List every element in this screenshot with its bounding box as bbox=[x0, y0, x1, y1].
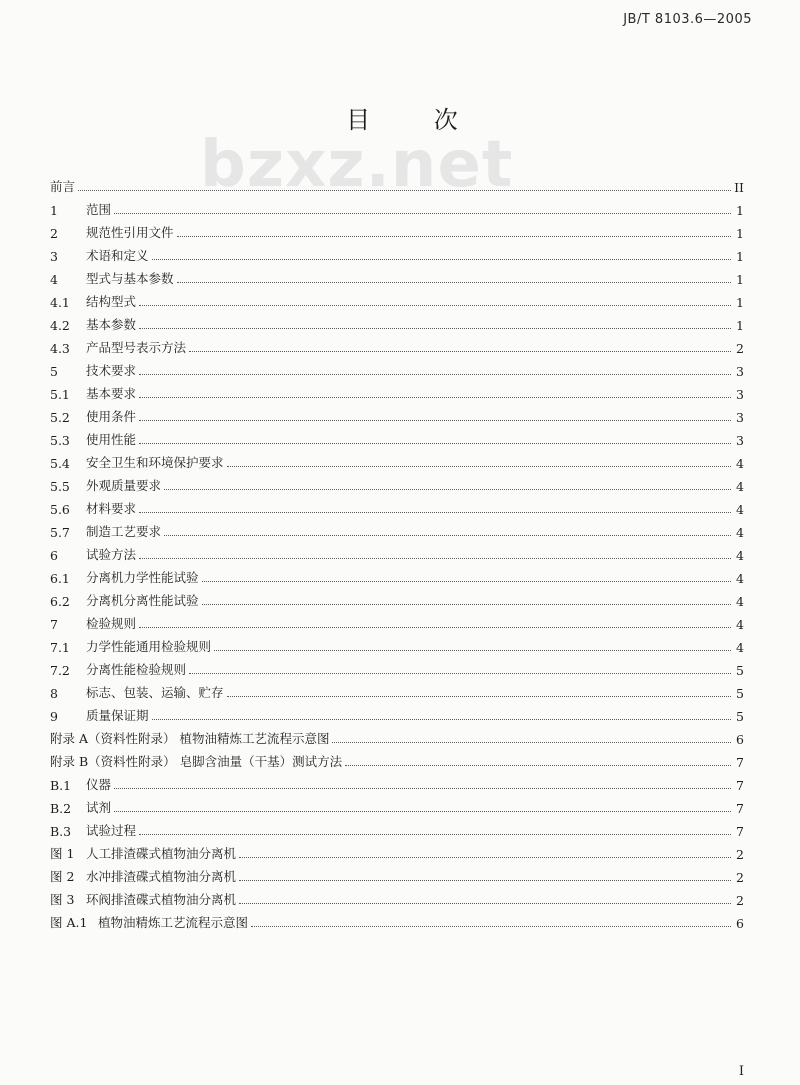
toc-entry-title: 型式与基本参数 bbox=[86, 271, 174, 286]
toc-entry-title: 分离机分离性能试验 bbox=[86, 593, 199, 608]
toc-entry-title: 范围 bbox=[86, 202, 112, 217]
toc-entry-title: 人工排渣碟式植物油分离机 bbox=[86, 846, 237, 861]
toc-entry[interactable] bbox=[50, 264, 744, 287]
toc-entry-number: 1 bbox=[50, 203, 58, 218]
dot-leader bbox=[114, 213, 731, 214]
dot-leader bbox=[152, 259, 731, 260]
toc-entry-page: 2 bbox=[736, 893, 744, 908]
toc-entry-title: 产品型号表示方法 bbox=[86, 340, 187, 355]
dot-leader bbox=[139, 397, 731, 398]
watermark: bzxz.net bbox=[200, 128, 514, 202]
toc-entry-number: 图 1 bbox=[50, 846, 75, 861]
toc-entry-number: 图 3 bbox=[50, 892, 75, 907]
toc-entry-title: 制造工艺要求 bbox=[86, 524, 162, 539]
dot-leader bbox=[152, 719, 731, 720]
dot-leader bbox=[345, 765, 731, 766]
dot-leader bbox=[139, 374, 731, 375]
toc-entry-title: 分离性能检验规则 bbox=[86, 662, 187, 677]
toc-entry-page: 1 bbox=[736, 272, 744, 287]
toc-entry-number: 4 bbox=[50, 272, 58, 287]
toc-entry-page: 4 bbox=[736, 479, 744, 494]
toc-entry-page: 4 bbox=[736, 525, 744, 540]
toc-entry[interactable] bbox=[50, 540, 744, 563]
toc-entry-number: 3 bbox=[50, 249, 58, 264]
toc-entry-number: 图 2 bbox=[50, 869, 75, 884]
toc-entry-title: 技术要求 bbox=[86, 363, 137, 378]
toc-entry-page: 5 bbox=[736, 686, 744, 701]
dot-leader bbox=[78, 190, 731, 191]
page-number: I bbox=[738, 1064, 744, 1079]
toc-entry[interactable] bbox=[50, 793, 744, 816]
toc-entry[interactable] bbox=[50, 862, 744, 885]
toc-entry-number: 图 A.1 bbox=[50, 915, 88, 930]
toc-entry[interactable] bbox=[50, 885, 744, 908]
toc-entry-title: 检验规则 bbox=[86, 616, 137, 631]
dot-leader bbox=[239, 880, 731, 881]
toc-entry[interactable] bbox=[50, 195, 744, 218]
toc-entry-title: 附录 A（资料性附录） 植物油精炼工艺流程示意图 bbox=[50, 731, 330, 746]
toc-entry-title: 质量保证期 bbox=[86, 708, 149, 723]
toc-entry[interactable] bbox=[50, 816, 744, 839]
toc-entry-title: 外观质量要求 bbox=[86, 478, 162, 493]
toc-entry-number: 5.7 bbox=[50, 525, 70, 540]
dot-leader bbox=[251, 926, 731, 927]
toc-entry-number: 6 bbox=[50, 548, 58, 563]
toc-entry-number: 6.2 bbox=[50, 594, 70, 609]
toc-entry-page: 4 bbox=[736, 594, 744, 609]
toc-entry-page: 5 bbox=[736, 663, 744, 678]
toc-entry-number: 9 bbox=[50, 709, 58, 724]
toc-entry-page: 4 bbox=[736, 617, 744, 632]
dot-leader bbox=[139, 834, 731, 835]
toc-entry[interactable] bbox=[50, 655, 744, 678]
toc-entry-title: 基本参数 bbox=[86, 317, 137, 332]
toc-entry-number: 5.3 bbox=[50, 433, 70, 448]
toc-entry-page: 7 bbox=[736, 778, 744, 793]
toc-entry-number: B.2 bbox=[50, 801, 72, 816]
toc-entry-page: 1 bbox=[736, 226, 744, 241]
toc-entry-page: 6 bbox=[736, 916, 744, 931]
toc-entry[interactable] bbox=[50, 908, 744, 931]
toc-entry[interactable] bbox=[50, 379, 744, 402]
toc-entry-number: 6.1 bbox=[50, 571, 70, 586]
toc-entry-title: 试剂 bbox=[86, 800, 112, 815]
toc-entry-page: 4 bbox=[736, 640, 744, 655]
toc-entry-page: 2 bbox=[736, 870, 744, 885]
toc-entry-page: 3 bbox=[736, 387, 744, 402]
toc-entry-title: 分离机力学性能试验 bbox=[86, 570, 199, 585]
toc-entry[interactable] bbox=[50, 310, 744, 333]
toc-entry-title: 试验过程 bbox=[86, 823, 137, 838]
toc-entry[interactable] bbox=[50, 586, 744, 609]
toc-entry-title: 标志、包装、运输、贮存 bbox=[86, 685, 224, 700]
toc-entry-title: 环阀排渣碟式植物油分离机 bbox=[86, 892, 237, 907]
toc-entry[interactable] bbox=[50, 839, 744, 862]
toc-entry[interactable] bbox=[50, 471, 744, 494]
toc-entry[interactable] bbox=[50, 241, 744, 264]
dot-leader bbox=[189, 351, 731, 352]
toc-entry-title: 植物油精炼工艺流程示意图 bbox=[98, 915, 249, 930]
toc-entry-title: 安全卫生和环境保护要求 bbox=[86, 455, 224, 470]
standard-code: JB/T 8103.6—2005 bbox=[623, 12, 752, 27]
toc-entry[interactable] bbox=[50, 678, 744, 701]
table-of-contents bbox=[50, 172, 744, 931]
toc-entry-title: 使用性能 bbox=[86, 432, 137, 447]
toc-entry-number: 5.6 bbox=[50, 502, 70, 517]
toc-entry-number: 8 bbox=[50, 686, 58, 701]
toc-entry-page: 6 bbox=[736, 732, 744, 747]
toc-entry[interactable] bbox=[50, 172, 744, 195]
dot-leader bbox=[177, 282, 731, 283]
toc-entry-page: 1 bbox=[736, 295, 744, 310]
toc-entry-page: 2 bbox=[736, 847, 744, 862]
toc-entry-title: 材料要求 bbox=[86, 501, 137, 516]
toc-entry-page: 7 bbox=[736, 824, 744, 839]
dot-leader bbox=[177, 236, 731, 237]
dot-leader bbox=[139, 443, 731, 444]
toc-entry-title: 术语和定义 bbox=[86, 248, 149, 263]
toc-entry-page: 7 bbox=[736, 801, 744, 816]
toc-entry[interactable] bbox=[50, 770, 744, 793]
toc-entry-number: 5.5 bbox=[50, 479, 70, 494]
toc-entry-number: 7 bbox=[50, 617, 58, 632]
toc-entry-number: 4.3 bbox=[50, 341, 70, 356]
toc-entry[interactable] bbox=[50, 517, 744, 540]
toc-entry-page: II bbox=[734, 180, 744, 195]
toc-entry-title: 规范性引用文件 bbox=[86, 225, 174, 240]
toc-entry-number: B.1 bbox=[50, 778, 72, 793]
toc-entry-number: 5.4 bbox=[50, 456, 70, 471]
dot-leader bbox=[114, 788, 731, 789]
toc-entry-page: 3 bbox=[736, 364, 744, 379]
dot-leader bbox=[164, 535, 731, 536]
toc-entry[interactable] bbox=[50, 563, 744, 586]
dot-leader bbox=[139, 512, 731, 513]
toc-entry[interactable] bbox=[50, 747, 744, 770]
toc-entry[interactable] bbox=[50, 448, 744, 471]
toc-entry-title: 力学性能通用检验规则 bbox=[86, 639, 212, 654]
dot-leader bbox=[239, 857, 731, 858]
toc-entry-title: 基本要求 bbox=[86, 386, 137, 401]
dot-leader bbox=[139, 328, 731, 329]
dot-leader bbox=[139, 305, 731, 306]
dot-leader bbox=[189, 673, 731, 674]
toc-entry-page: 5 bbox=[736, 709, 744, 724]
toc-entry-number: 7.1 bbox=[50, 640, 70, 655]
toc-entry[interactable] bbox=[50, 333, 744, 356]
toc-entry[interactable] bbox=[50, 609, 744, 632]
toc-entry-title: 结构型式 bbox=[86, 294, 137, 309]
dot-leader bbox=[227, 466, 731, 467]
dot-leader bbox=[114, 811, 731, 812]
dot-leader bbox=[227, 696, 731, 697]
toc-entry-title: 附录 B（资料性附录） 皂脚含油量（干基）测试方法 bbox=[50, 754, 343, 769]
toc-entry-page: 7 bbox=[736, 755, 744, 770]
toc-entry-number: 2 bbox=[50, 226, 58, 241]
toc-entry-title: 水冲排渣碟式植物油分离机 bbox=[86, 869, 237, 884]
toc-entry-page: 1 bbox=[736, 249, 744, 264]
toc-entry[interactable] bbox=[50, 494, 744, 517]
toc-entry[interactable] bbox=[50, 632, 744, 655]
toc-entry-page: 4 bbox=[736, 502, 744, 517]
toc-entry-page: 4 bbox=[736, 548, 744, 563]
toc-entry-number: 5 bbox=[50, 364, 58, 379]
toc-entry-page: 4 bbox=[736, 456, 744, 471]
toc-entry[interactable] bbox=[50, 402, 744, 425]
toc-entry-number: B.3 bbox=[50, 824, 72, 839]
toc-entry-title: 仪器 bbox=[86, 777, 112, 792]
toc-entry-page: 3 bbox=[736, 410, 744, 425]
toc-entry-number: 5.1 bbox=[50, 387, 70, 402]
dot-leader bbox=[202, 604, 731, 605]
dot-leader bbox=[139, 420, 731, 421]
toc-entry[interactable] bbox=[50, 356, 744, 379]
dot-leader bbox=[202, 581, 731, 582]
dot-leader bbox=[164, 489, 731, 490]
toc-entry-page: 4 bbox=[736, 571, 744, 586]
dot-leader bbox=[332, 742, 731, 743]
toc-entry-page: 1 bbox=[736, 318, 744, 333]
toc-entry[interactable] bbox=[50, 218, 744, 241]
toc-entry-title: 使用条件 bbox=[86, 409, 137, 424]
dot-leader bbox=[139, 558, 731, 559]
dot-leader bbox=[214, 650, 731, 651]
dot-leader bbox=[139, 627, 731, 628]
dot-leader bbox=[239, 903, 731, 904]
toc-entry-number: 5.2 bbox=[50, 410, 70, 425]
page-title: 目 次 bbox=[346, 106, 486, 134]
toc-entry[interactable] bbox=[50, 287, 744, 310]
toc-entry-number: 4.1 bbox=[50, 295, 70, 310]
toc-entry[interactable] bbox=[50, 701, 744, 724]
toc-entry-page: 1 bbox=[736, 203, 744, 218]
toc-entry-title: 前言 bbox=[50, 179, 76, 194]
toc-entry-title: 试验方法 bbox=[86, 547, 137, 562]
toc-entry[interactable] bbox=[50, 425, 744, 448]
toc-entry-number: 4.2 bbox=[50, 318, 70, 333]
toc-entry[interactable] bbox=[50, 724, 744, 747]
toc-entry-number: 7.2 bbox=[50, 663, 70, 678]
toc-entry-page: 3 bbox=[736, 433, 744, 448]
toc-entry-page: 2 bbox=[736, 341, 744, 356]
